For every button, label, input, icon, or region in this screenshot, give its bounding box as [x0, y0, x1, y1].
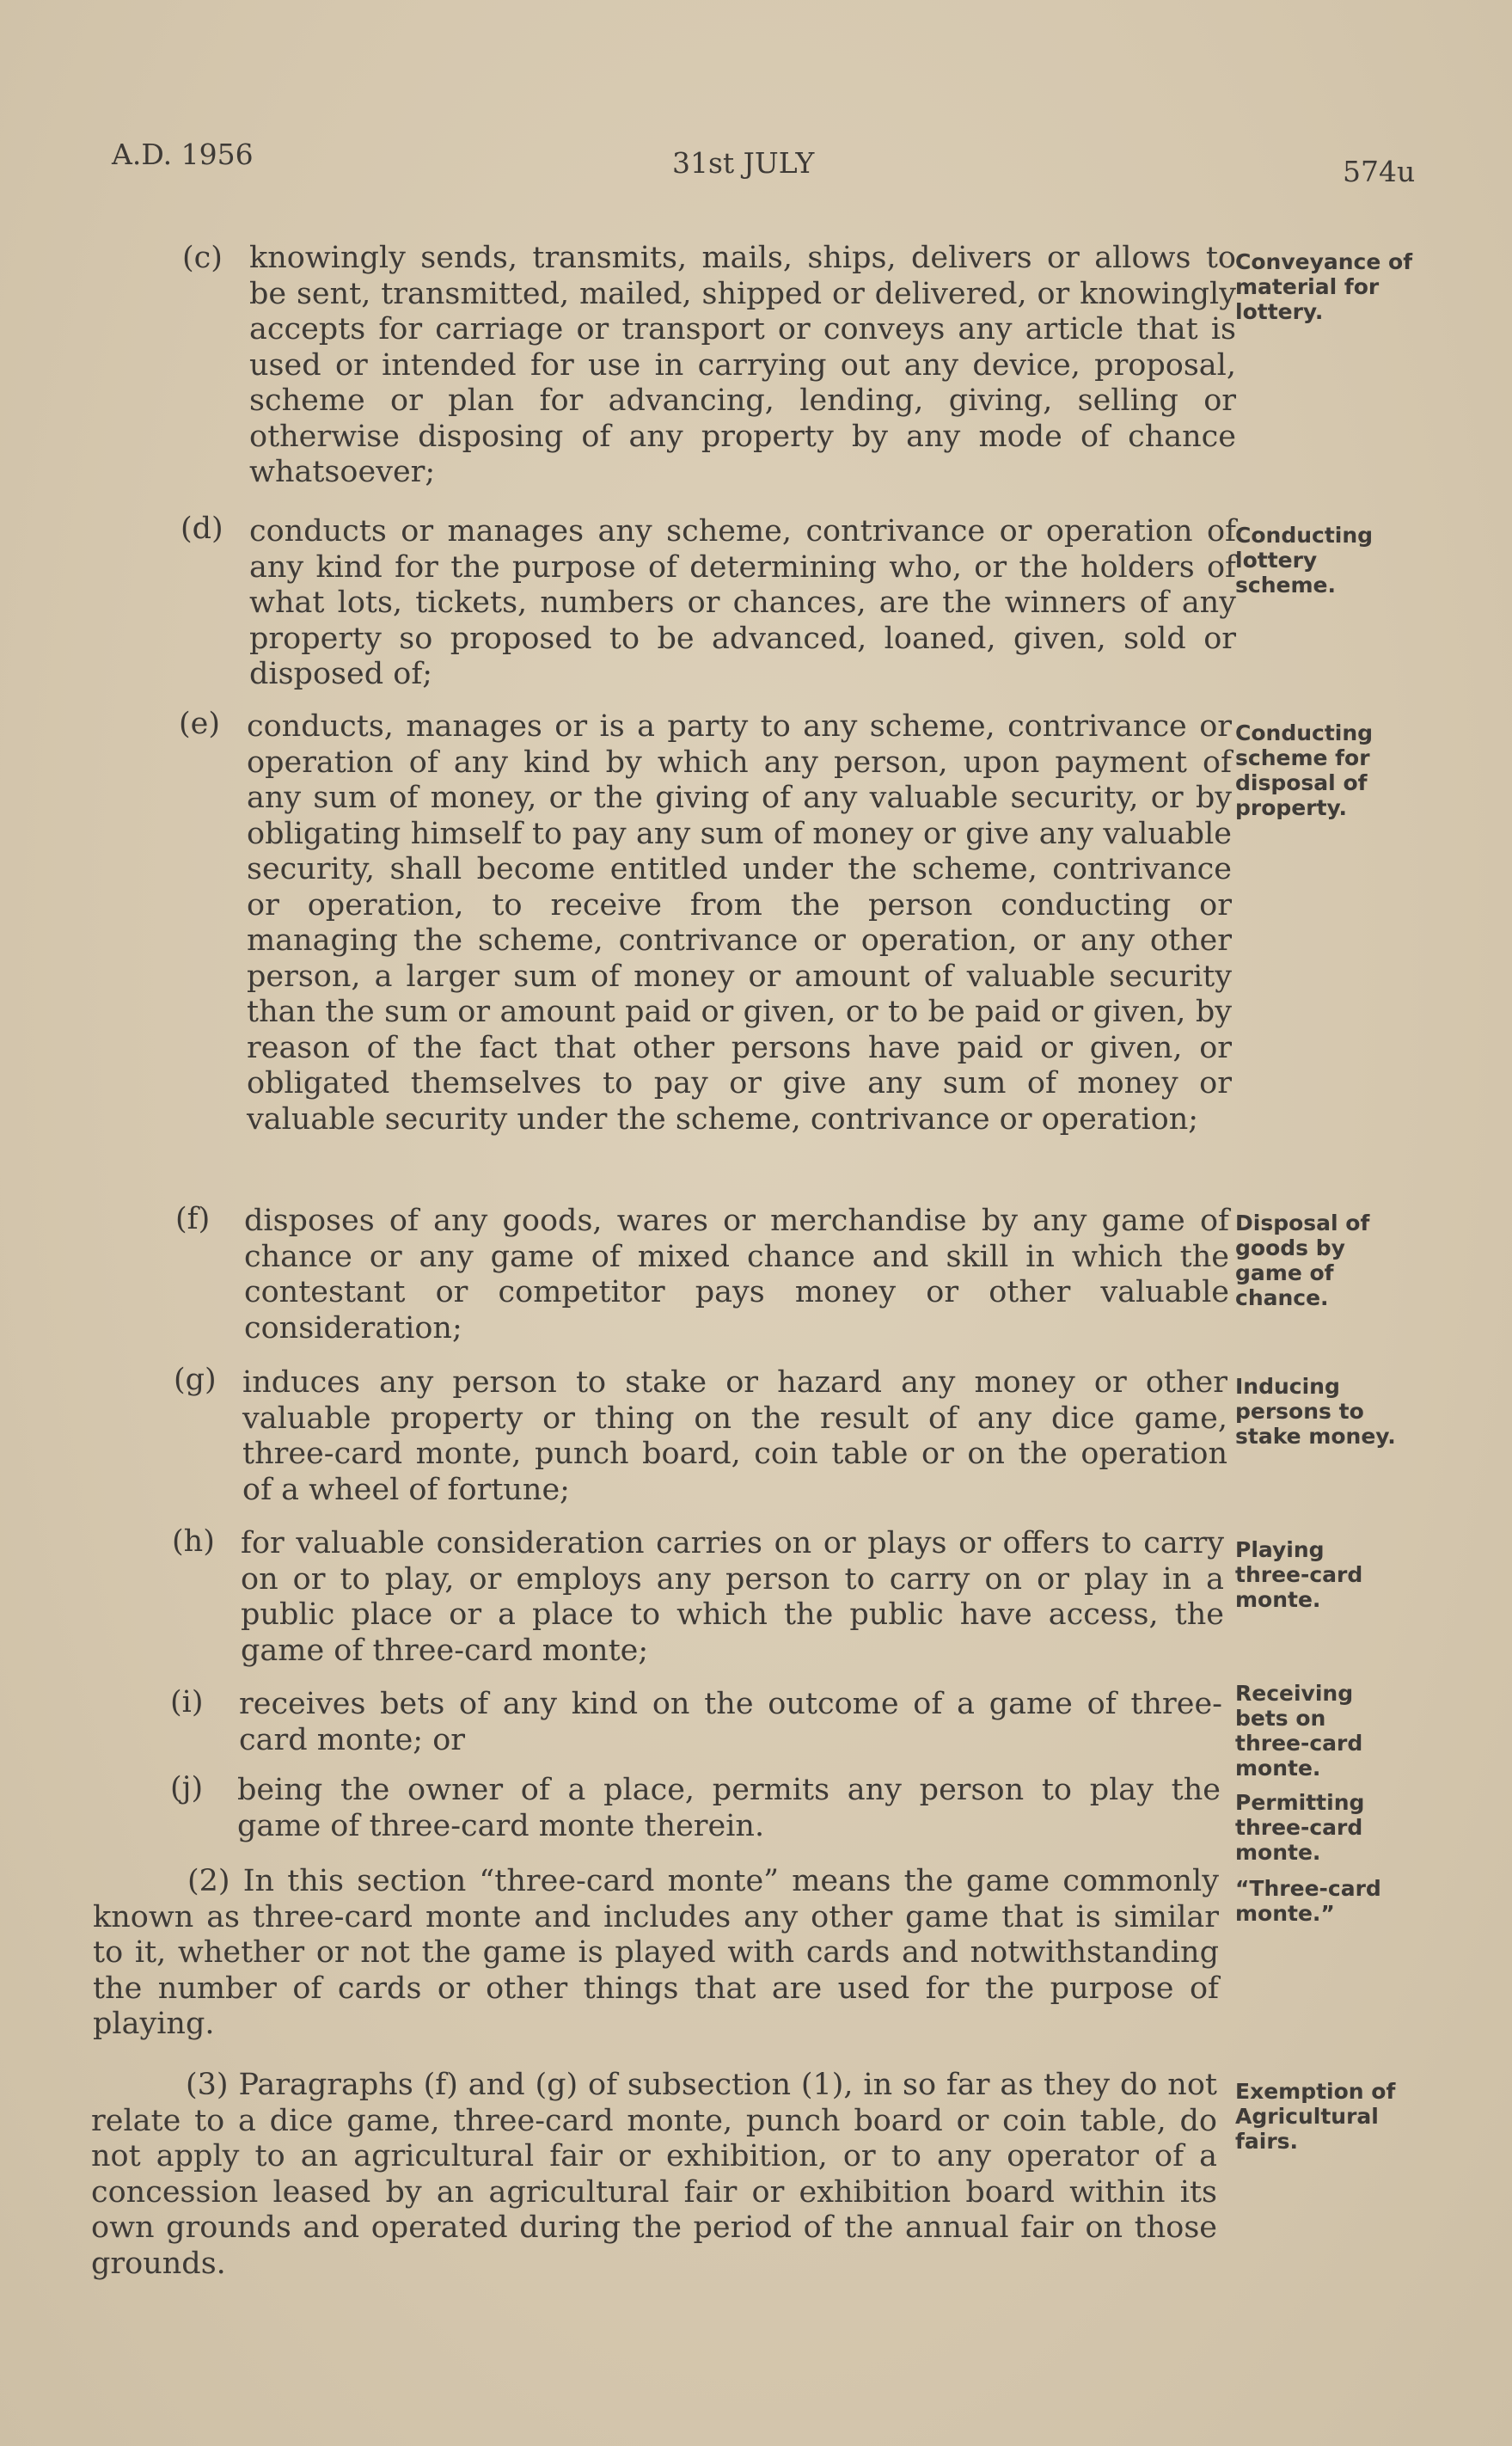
subsection-2: (2) In this section “three-card monte” means the game commonly known as three-card monte and includes any other game that is similar to it, whether or not the game is played with cards and notwithstanding the number of cards or other things that are used for the purpose of playing.	[93, 1864, 1219, 2041]
margin-note: Conveyance of material for lottery.	[1235, 249, 1413, 324]
paragraph-text: receives bets of any kind on the outcome of a game of three-card monte; or	[239, 1687, 1222, 1757]
subsection-3: (3) Paragraphs (f) and (g) of subsection (1), in so far as they do not relate to a dice game, three-card monte, punch board or coin table, do not apply to an agricultural fair or exhibition, or to any operator of a concession leased by an agricultural fair or exhibition board within its own grounds and operated during the period of the annual fair on those grounds.	[91, 2068, 1217, 2281]
paragraph-label: (c)	[182, 241, 223, 275]
paragraph-text: conducts or manages any scheme, contrivance or operation of any kind for the purpose of determining who, or the holders of what lots, tickets, numbers or chances, are the winners of any property so proposed to be advanced, loaned, given, sold or disposed of;	[249, 514, 1236, 691]
paragraph-text: conducts, manages or is a party to any scheme, contrivance or operation of any kind by which any person, upon payment of any sum of money, or the giving of any valuable security, or by obligating himself to pay any sum of money or give any valuable security, shall become entitled under the scheme, contrivance or operation, to receive from the person conducting or managing the scheme, contrivance or operation, or any other person, a larger sum of money or amount of valuable security than the sum or amount paid or given, or to be paid or given, by reason of the fact that other persons have paid or given, or obligated themselves to pay or give any sum of money or valuable security under the scheme, contrivance or operation;	[247, 709, 1232, 1137]
paragraph-label: (i)	[170, 1685, 204, 1720]
paragraph-text: for valuable consideration carries on or plays or offers to carry on or to play, or employs any person to carry on or play in a public place or a place to which the public have access, the game of three-card monte;	[241, 1526, 1224, 1668]
paragraph-text: induces any person to stake or hazard any money or other valuable property or thing on the result of any dice game, three-card monte, punch board, coin table or on the operation of a wheel of fortune;	[242, 1365, 1227, 1507]
paragraph-text: disposes of any goods, wares or merchandise by any game of chance or any game of mixed chance and skill in which the contestant or competitor pays money or other valuable consideration;	[244, 1204, 1229, 1346]
paragraph-label: (f)	[175, 1202, 211, 1236]
paragraph-label: (e)	[179, 707, 221, 741]
margin-note: Disposal of goods by game of chance.	[1235, 1211, 1370, 1310]
paragraph-label: (g)	[174, 1363, 217, 1397]
margin-note: Inducing persons to stake money.	[1235, 1374, 1396, 1449]
paragraph-label: (d)	[181, 512, 223, 546]
margin-note: Playing three-card monte.	[1235, 1537, 1363, 1612]
margin-note: Conducting lottery scheme.	[1235, 523, 1374, 598]
header-page-number: 574u	[1343, 155, 1416, 188]
header-date: 31st JULY	[672, 146, 815, 180]
margin-note: Exemption of Agricultural fairs.	[1235, 2079, 1396, 2154]
page-header	[0, 138, 1512, 189]
margin-note: “Three-card monte.”	[1235, 1876, 1381, 1926]
margin-note: Permitting three-card monte.	[1235, 1790, 1365, 1865]
margin-note: Conducting scheme for disposal of property.	[1235, 720, 1374, 820]
margin-note: Receiving bets on three-card monte.	[1235, 1681, 1363, 1781]
paragraph-text: knowingly sends, transmits, mails, ships, delivers or allows to be sent, transmitted, mailed, shipped or delivered, or knowingly accepts for carriage or transport or conveys any article that is used or intended for use in carrying out any device, proposal, scheme or plan for advancing, lending, giving, selling or otherwise disposing of any property by any mode of chance whatsoever;	[249, 241, 1236, 489]
header-year: A.D. 1956	[112, 138, 254, 171]
paragraph-label: (j)	[170, 1771, 204, 1805]
paragraph-text: being the owner of a place, permits any person to play the game of three-card monte therein.	[237, 1773, 1221, 1843]
paragraph-label: (h)	[172, 1524, 215, 1559]
